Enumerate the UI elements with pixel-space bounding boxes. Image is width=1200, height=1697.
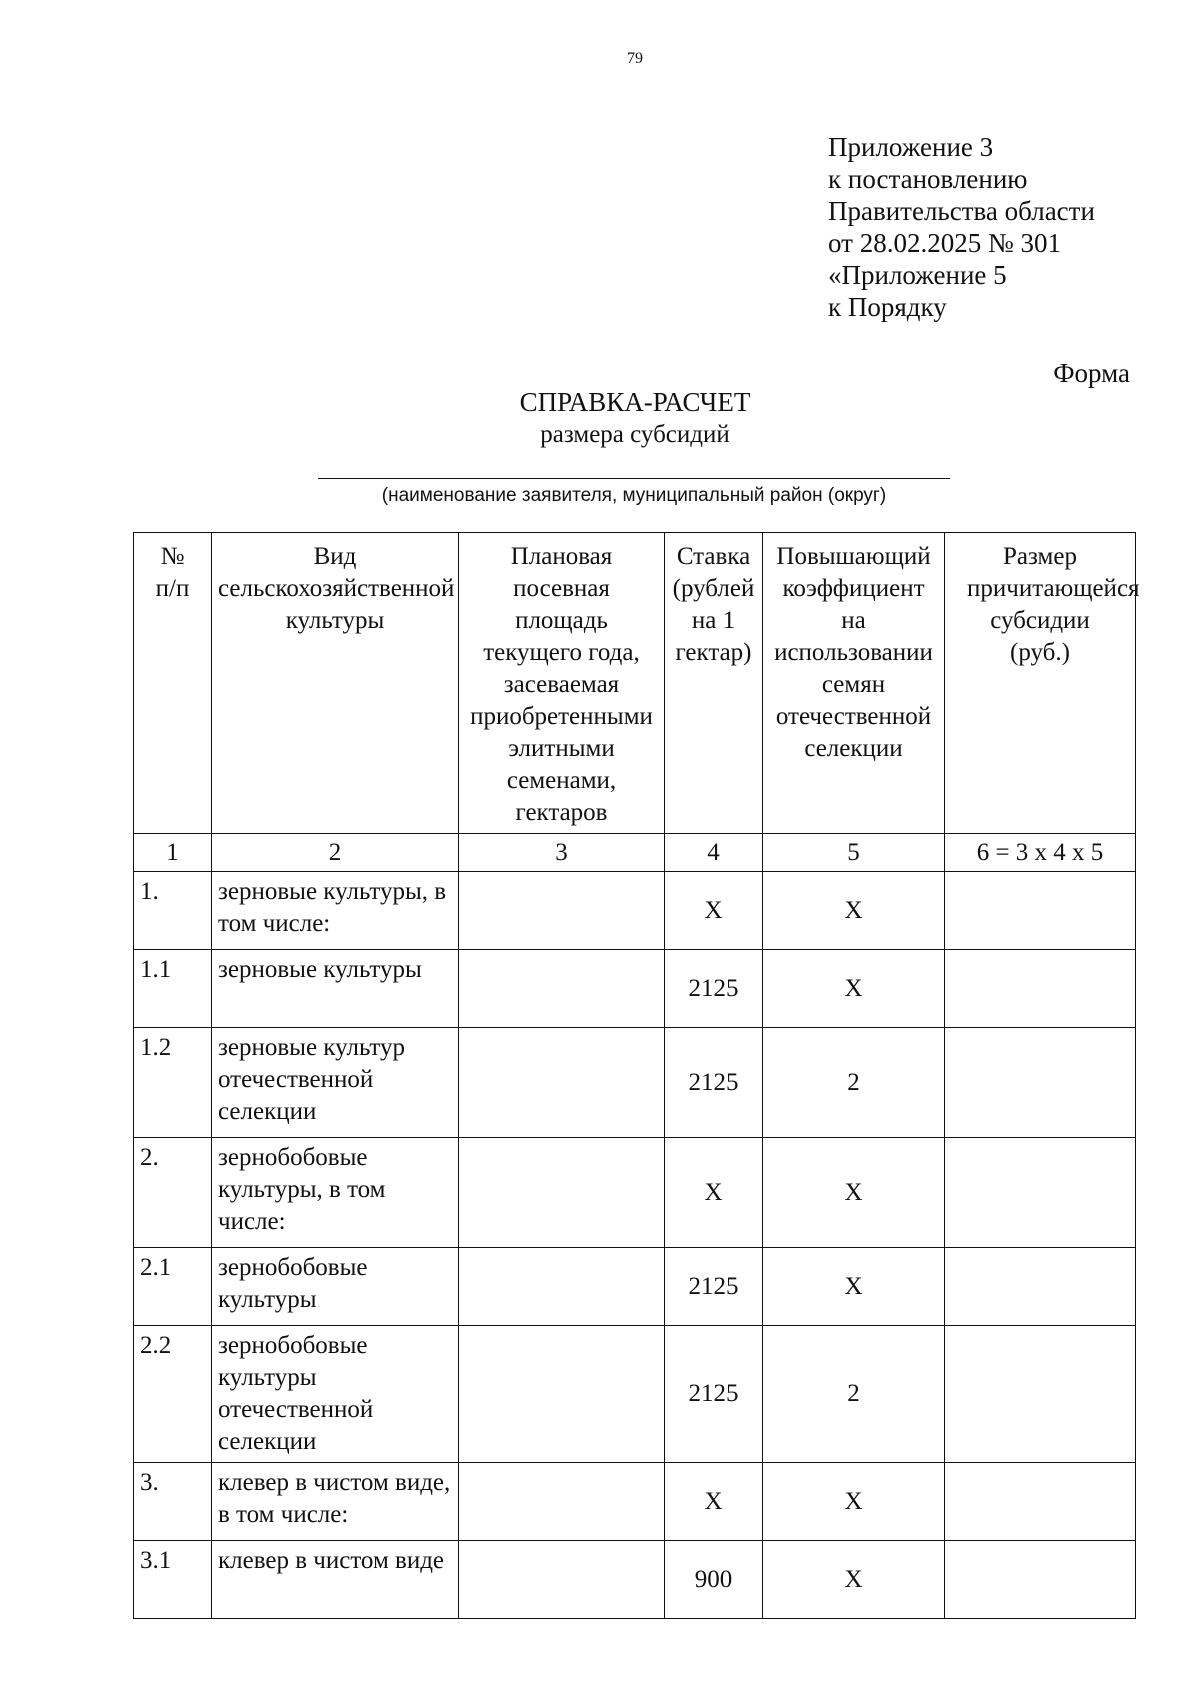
header-rate: Ставка (рублей на 1 гектар) [665,533,763,834]
row-number: 2.2 [134,1326,212,1463]
attachment-line: Приложение 3 [828,132,994,162]
row-number: 1.1 [134,950,212,1028]
header-row-number: № п/п [134,533,212,834]
header-subsidy-amount: Размер причитающейся субсидии (руб.) [945,533,1136,834]
column-number: 5 [763,834,945,872]
subsidy-amount-cell [945,1463,1136,1541]
coefficient-cell: X [763,872,945,950]
table-row [134,1541,1136,1619]
coefficient-cell: X [763,950,945,1028]
subsidy-amount-cell [945,1138,1136,1248]
header-coefficient: Повышающий коэффициент на использовании семян отечественной селекции [763,533,945,834]
rate-cell: 2125 [665,1326,763,1463]
attachment-line: Правительства области [828,196,1095,226]
table-row [134,1248,1136,1326]
rate-cell: X [665,872,763,950]
planned-area-cell [459,872,665,950]
coefficient-cell: X [763,1463,945,1541]
subsidy-amount-cell [945,950,1136,1028]
planned-area-cell [459,950,665,1028]
rate-cell: X [665,1463,763,1541]
document-title: СПРАВКА-РАСЧЕТ [519,387,751,417]
table-header-row [134,533,1136,834]
subsidy-calculation-table [133,532,1140,1619]
row-number: 2.1 [134,1248,212,1326]
planned-area-cell [459,1028,665,1138]
crop-name: зернобобовые культуры [212,1248,459,1326]
attachment-line: «Приложение 5 [828,260,1007,290]
planned-area-cell [459,1541,665,1619]
table-row [134,872,1136,950]
table-row [134,1326,1136,1463]
row-number: 3.1 [134,1541,212,1619]
subsidy-amount-cell [945,1541,1136,1619]
applicant-name-line [318,478,950,479]
crop-name: клевер в чистом виде [212,1541,459,1619]
attachment-line: к постановлению [828,164,1028,194]
column-number-row [134,834,1136,872]
rate-cell: 2125 [665,1028,763,1138]
form-label: Форма [1053,358,1130,388]
planned-area-cell [459,1463,665,1541]
table-row [134,1138,1136,1248]
coefficient-cell: X [763,1248,945,1326]
header-planned-area: Плановая посевная площадь текущего года, засеваемая приобретенными элитными семенами, гектаров [459,533,665,834]
column-number: 4 [665,834,763,872]
subsidy-amount-cell [945,1028,1136,1138]
applicant-caption: (наименование заявителя, муниципальный район (округ) [381,485,887,506]
planned-area-cell [459,1326,665,1463]
attachment-line: к Порядку [828,292,947,322]
coefficient-cell: 2 [763,1028,945,1138]
subsidy-amount-cell [945,1248,1136,1326]
rate-cell: 2125 [665,950,763,1028]
crop-name: зерновые культуры [212,950,459,1028]
row-number: 2. [134,1138,212,1248]
rate-cell: 900 [665,1541,763,1619]
column-number: 6 = 3 x 4 x 5 [945,834,1136,872]
coefficient-cell: X [763,1138,945,1248]
column-number: 3 [459,834,665,872]
row-number: 3. [134,1463,212,1541]
column-number: 1 [134,834,212,872]
document-subtitle: размера субсидий [540,421,730,448]
subsidy-amount-cell [945,1326,1136,1463]
rate-cell: 2125 [665,1248,763,1326]
crop-name: зернобобовые культуры, в том числе: [212,1138,459,1248]
planned-area-cell [459,1138,665,1248]
page-number: 79 [627,50,643,67]
planned-area-cell [459,1248,665,1326]
attachment-line: от 28.02.2025 № 301 [828,228,1061,258]
crop-name: зернобобовые культуры отечественной селекции [212,1326,459,1463]
table-row [134,950,1136,1028]
crop-name: клевер в чистом виде, в том числе: [212,1463,459,1541]
crop-name: зерновые культуры, в том числе: [212,872,459,950]
attachment-block [828,131,1095,323]
rate-cell: X [665,1138,763,1248]
coefficient-cell: 2 [763,1326,945,1463]
crop-name: зерновые культур отечественной селекции [212,1028,459,1138]
header-crop-type: Вид сельскохозяйственной культуры [212,533,459,834]
column-number: 2 [212,834,459,872]
row-number: 1.2 [134,1028,212,1138]
table-row [134,1463,1136,1541]
row-number: 1. [134,872,212,950]
table-row [134,1028,1136,1138]
coefficient-cell: X [763,1541,945,1619]
subsidy-amount-cell [945,872,1136,950]
